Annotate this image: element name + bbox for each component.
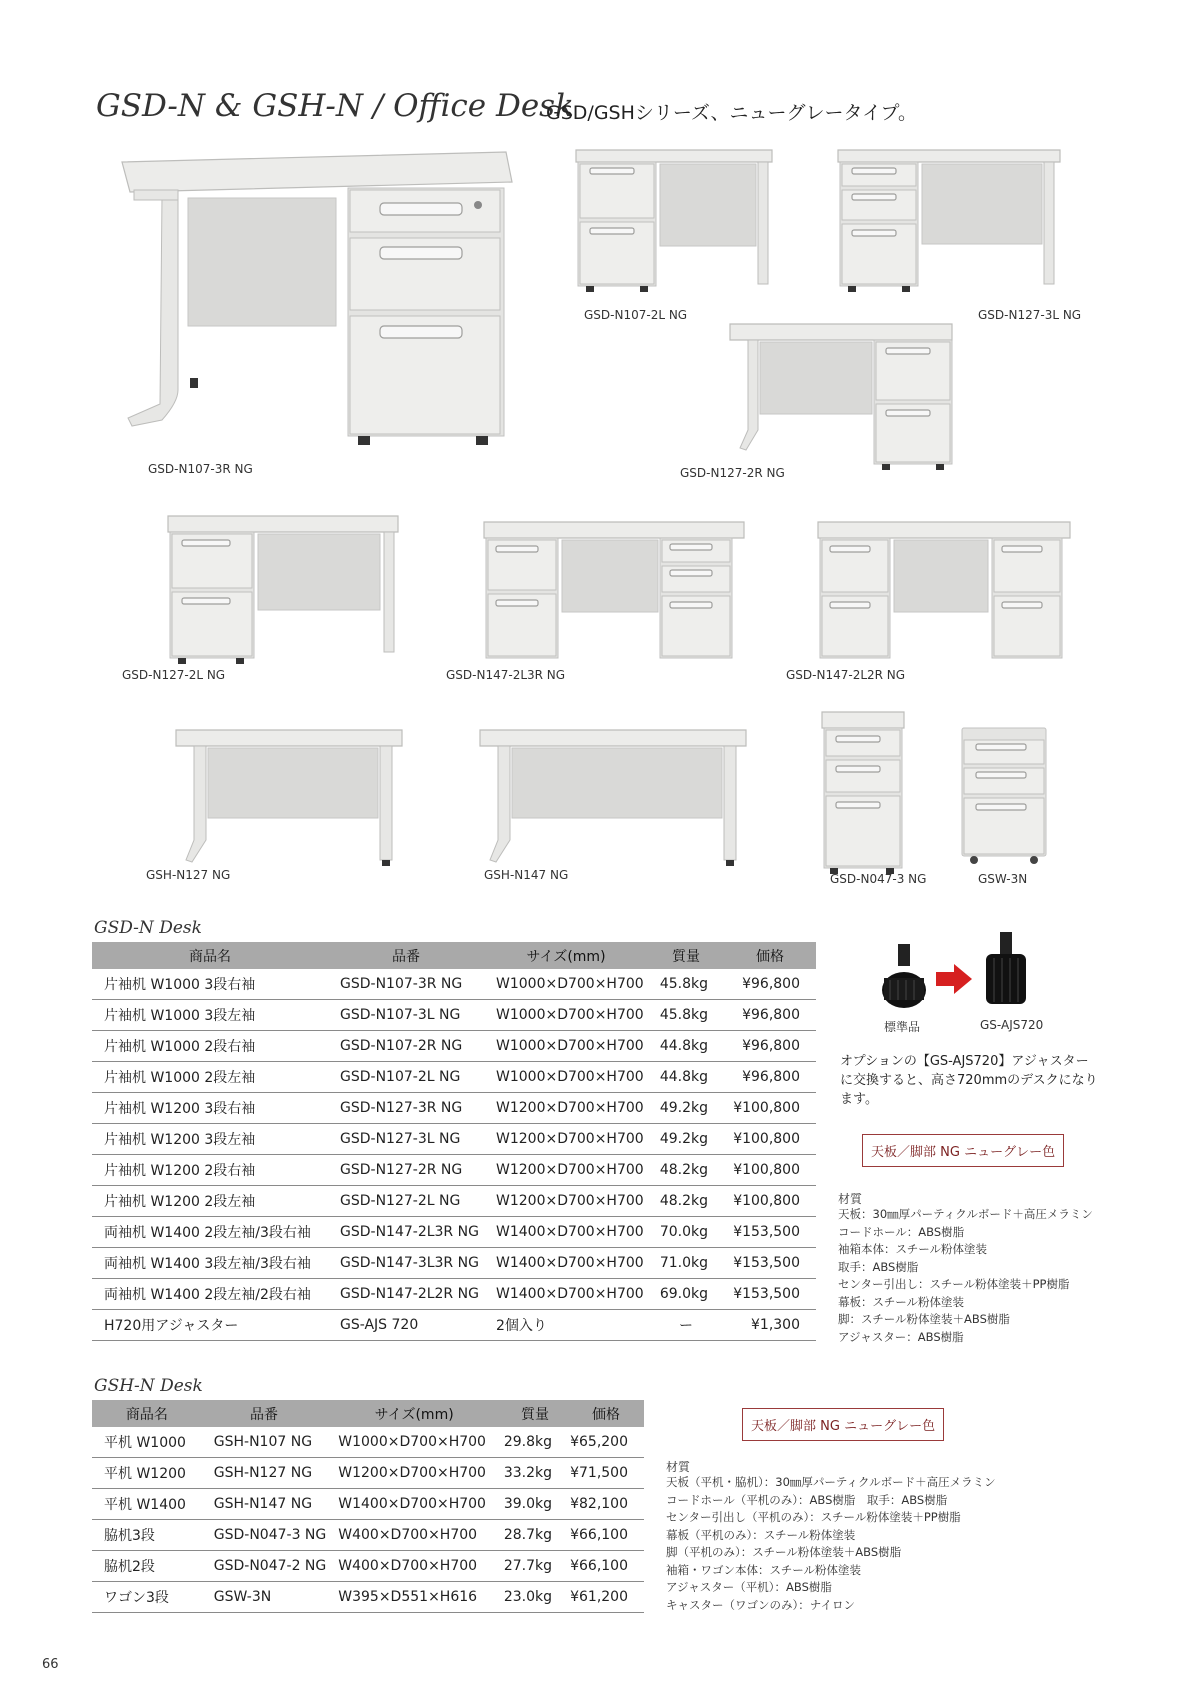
material-item: センター引出し（平机のみ）：スチール粉体塗装＋PP樹脂 (666, 1510, 961, 1524)
product-caption: GSD-N127-2R NG (680, 466, 785, 480)
product-caption: GSD-N127-2L NG (122, 668, 226, 682)
table-cell: 70.0kg (648, 1217, 724, 1248)
table-cell: 48.2kg (648, 1186, 724, 1217)
table-cell: W400×D700×H700 (326, 1520, 502, 1551)
material-item: 幕板（平机のみ）：スチール粉体塗装 (666, 1527, 856, 1542)
gsd-table-body (92, 969, 816, 1341)
table-row (92, 1093, 816, 1124)
product-image-gsd-n107-2l (576, 150, 772, 292)
table-cell: 48.2kg (648, 1155, 724, 1186)
product-caption: GSH-N127 NG (146, 868, 231, 882)
gsh-materials-head: 材質 (666, 1460, 691, 1474)
table-cell: W1200×D700×H700 (484, 1124, 648, 1155)
material-item: センター引出し：スチール粉体塗装＋PP樹脂 (838, 1277, 1070, 1291)
product-caption: GSD-N147-2L3R NG (446, 668, 566, 682)
table-cell: W1400×D700×H700 (484, 1279, 648, 1310)
table-row (92, 1489, 644, 1520)
table-cell: 23.0kg (502, 1582, 568, 1613)
table-cell: 片袖机 W1000 2段右袖 (92, 1031, 328, 1062)
table-cell: 片袖机 W1000 3段左袖 (92, 1000, 328, 1031)
product-caption: GSD-N107-3R NG (148, 462, 253, 476)
product-image-gsd-n047-3 (822, 712, 904, 874)
column-header: サイズ(mm) (326, 1400, 502, 1427)
material-item: 天板（平机・脇机）：30㎜厚パーティクルボード＋高圧メラミン (666, 1475, 996, 1489)
table-cell: ¥66,100 (568, 1551, 644, 1582)
table-cell: 2個入り (484, 1310, 648, 1341)
table-row (92, 1458, 644, 1489)
column-header: 品番 (328, 942, 484, 969)
table-cell: 45.8kg (648, 1000, 724, 1031)
table-row (92, 1217, 816, 1248)
page-title: GSD-N & GSH-N / Office Desk (96, 88, 574, 124)
gsh-table-title: GSH-N Desk (94, 1376, 203, 1396)
material-item: アジャスター：ABS樹脂 (838, 1329, 964, 1344)
table-row (92, 1062, 816, 1093)
table-cell: ワゴン3段 (92, 1582, 202, 1613)
table-cell: 44.8kg (648, 1062, 724, 1093)
table-cell: 両袖机 W1400 3段左袖/3段右袖 (92, 1248, 328, 1279)
table-cell: W1200×D700×H700 (484, 1155, 648, 1186)
adjuster-comparison (870, 928, 1040, 1018)
material-item: コードホール：ABS樹脂 (838, 1224, 965, 1239)
material-item: 脚：スチール粉体塗装＋ABS樹脂 (838, 1312, 1010, 1326)
table-cell: GSD-N107-3R NG (328, 969, 484, 1000)
table-cell: ¥82,100 (568, 1489, 644, 1520)
table-cell: ¥153,500 (724, 1279, 816, 1310)
table-cell: 28.7kg (502, 1520, 568, 1551)
column-header: 質量 (502, 1400, 568, 1427)
table-cell: ¥96,800 (724, 1062, 816, 1093)
table-header-row (92, 1400, 644, 1427)
table-row (92, 1124, 816, 1155)
table-row (92, 1551, 644, 1582)
page-subtitle: GSD/GSHシリーズ、ニューグレータイプ。 (546, 102, 918, 124)
product-caption: GSD-N107-2L NG (584, 308, 688, 322)
table-cell: W400×D700×H700 (326, 1551, 502, 1582)
table-cell: 平机 W1200 (92, 1458, 202, 1489)
table-cell: GSD-N107-2R NG (328, 1031, 484, 1062)
table-cell: GSD-N147-2L3R NG (328, 1217, 484, 1248)
material-item: 袖箱本体：スチール粉体塗装 (838, 1242, 988, 1256)
product-image-gsd-n107-3r (122, 152, 512, 445)
table-cell: GSD-N147-2L2R NG (328, 1279, 484, 1310)
table-header-row (92, 942, 816, 969)
table-row (92, 1427, 644, 1458)
table-cell: ¥153,500 (724, 1217, 816, 1248)
product-image-gsd-n147-2l2r (818, 522, 1070, 658)
column-header: 質量 (648, 942, 724, 969)
table-cell: ¥96,800 (724, 1031, 816, 1062)
table-row (92, 1031, 816, 1062)
table-cell: ¥1,300 (724, 1310, 816, 1341)
table-cell: W1200×D700×H700 (484, 1186, 648, 1217)
table-cell: W1000×D700×H700 (484, 1031, 648, 1062)
table-cell: GSH-N107 NG (202, 1427, 327, 1458)
standard-adjuster-label: 標準品 (884, 1020, 921, 1034)
table-cell: ー (648, 1310, 724, 1341)
table-cell: ¥100,800 (724, 1093, 816, 1124)
table-cell: 69.0kg (648, 1279, 724, 1310)
gs-ajs720-adjuster-icon (986, 932, 1026, 1004)
table-row (92, 1248, 816, 1279)
standard-adjuster-icon (882, 944, 926, 1008)
table-row (92, 1520, 644, 1551)
column-header: 価格 (568, 1400, 644, 1427)
table-cell: GSD-N047-2 NG (202, 1551, 327, 1582)
material-item: 袖箱・ワゴン本体：スチール粉体塗装 (666, 1562, 862, 1577)
table-cell: GSD-N047-3 NG (202, 1520, 327, 1551)
gsh-color-badge: 天板／脚部 NG ニューグレー色 (742, 1408, 944, 1441)
table-cell: 片袖机 W1000 3段右袖 (92, 969, 328, 1000)
product-image-gsd-n127-2l (168, 516, 398, 664)
table-cell: GSD-N127-3L NG (328, 1124, 484, 1155)
column-header: 品番 (202, 1400, 327, 1427)
table-cell: GSD-N127-2R NG (328, 1155, 484, 1186)
table-cell: 49.2kg (648, 1093, 724, 1124)
table-cell: W1200×D700×H700 (326, 1458, 502, 1489)
table-cell: 片袖机 W1200 2段右袖 (92, 1155, 328, 1186)
table-cell: GSD-N107-2L NG (328, 1062, 484, 1093)
product-image-gsd-n127-3l (838, 150, 1060, 292)
product-caption: GSD-N127-3L NG (978, 308, 1082, 322)
table-cell: W395×D551×H616 (326, 1582, 502, 1613)
table-row (92, 1279, 816, 1310)
gsd-materials-list (838, 1206, 1093, 1346)
table-cell: W1200×D700×H700 (484, 1093, 648, 1124)
product-image-gsw-3n (962, 728, 1046, 864)
table-cell: 27.7kg (502, 1551, 568, 1582)
table-cell: 片袖机 W1200 3段左袖 (92, 1124, 328, 1155)
table-cell: GSD-N127-2L NG (328, 1186, 484, 1217)
table-cell: 脇机3段 (92, 1520, 202, 1551)
adjuster-description: オプションの【GS-AJS720】アジャスターに交換すると、高さ720mmのデスクになります。 (840, 1054, 1098, 1107)
table-cell: H720用アジャスター (92, 1310, 328, 1341)
table-cell: W1400×D700×H700 (484, 1217, 648, 1248)
material-item: 幕板：スチール粉体塗装 (838, 1294, 965, 1309)
table-cell: 45.8kg (648, 969, 724, 1000)
material-item: 天板：30㎜厚パーティクルボード＋高圧メラミン (838, 1207, 1093, 1221)
material-item: キャスター（ワゴンのみ）：ナイロン (666, 1597, 855, 1612)
table-cell: 両袖机 W1400 2段左袖/3段右袖 (92, 1217, 328, 1248)
table-row (92, 1186, 816, 1217)
column-header: 商品名 (92, 1400, 202, 1427)
column-header: サイズ(mm) (484, 942, 648, 969)
table-cell: W1000×D700×H700 (484, 1062, 648, 1093)
table-row (92, 1155, 816, 1186)
table-cell: 39.0kg (502, 1489, 568, 1520)
material-item: コードホール（平机のみ）：ABS樹脂 取手：ABS樹脂 (666, 1492, 948, 1507)
table-cell: GSH-N147 NG (202, 1489, 327, 1520)
page-number: 66 (42, 1657, 59, 1672)
table-cell: ¥96,800 (724, 1000, 816, 1031)
table-cell: GSD-N147-3L3R NG (328, 1248, 484, 1279)
table-cell: GSW-3N (202, 1582, 327, 1613)
material-item: 脚（平机のみ）：スチール粉体塗装＋ABS樹脂 (666, 1545, 902, 1559)
table-cell: ¥65,200 (568, 1427, 644, 1458)
product-caption: GSW-3N (978, 872, 1028, 886)
table-cell: ¥100,800 (724, 1186, 816, 1217)
table-cell: GSD-N127-3R NG (328, 1093, 484, 1124)
arrow-right-icon (936, 964, 972, 994)
product-image-gsd-n127-2r (730, 324, 952, 470)
product-caption: GSD-N047-3 NG (830, 872, 927, 886)
material-item: アジャスター（平机）：ABS樹脂 (666, 1580, 832, 1594)
table-cell: W1400×D700×H700 (484, 1248, 648, 1279)
table-cell: 29.8kg (502, 1427, 568, 1458)
table-cell: W1000×D700×H700 (484, 969, 648, 1000)
gsd-materials-head: 材質 (838, 1192, 863, 1206)
table-row (92, 1310, 816, 1341)
column-header: 価格 (724, 942, 816, 969)
table-cell: ¥153,500 (724, 1248, 816, 1279)
gsh-materials-list (666, 1474, 996, 1614)
table-cell: 片袖机 W1200 2段左袖 (92, 1186, 328, 1217)
table-cell: GS-AJS 720 (328, 1310, 484, 1341)
table-cell: ¥96,800 (724, 969, 816, 1000)
table-cell: 71.0kg (648, 1248, 724, 1279)
table-cell: ¥100,800 (724, 1155, 816, 1186)
table-row (92, 969, 816, 1000)
gsh-table-body (92, 1427, 644, 1613)
table-cell: 33.2kg (502, 1458, 568, 1489)
table-cell: 44.8kg (648, 1031, 724, 1062)
table-cell: 平机 W1000 (92, 1427, 202, 1458)
column-header: 商品名 (92, 942, 328, 969)
table-cell: ¥100,800 (724, 1124, 816, 1155)
material-item: 取手：ABS樹脂 (838, 1259, 919, 1274)
table-cell: GSD-N107-3L NG (328, 1000, 484, 1031)
product-image-gsh-n147 (480, 730, 746, 866)
table-cell: 平机 W1400 (92, 1489, 202, 1520)
table-cell: ¥66,100 (568, 1520, 644, 1551)
product-image-gsd-n147-2l3r (484, 522, 744, 658)
table-cell: W1000×D700×H700 (326, 1427, 502, 1458)
table-cell: W1400×D700×H700 (326, 1489, 502, 1520)
product-image-gsh-n127 (176, 730, 402, 866)
table-row (92, 1000, 816, 1031)
table-cell: GSH-N127 NG (202, 1458, 327, 1489)
table-cell: ¥61,200 (568, 1582, 644, 1613)
product-caption: GSD-N147-2L2R NG (786, 668, 906, 682)
gsh-spec-table (92, 1400, 644, 1613)
product-caption: GSH-N147 NG (484, 868, 569, 882)
option-adjuster-label: GS-AJS720 (980, 1018, 1044, 1032)
table-cell: W1000×D700×H700 (484, 1000, 648, 1031)
table-cell: 49.2kg (648, 1124, 724, 1155)
gsd-color-badge: 天板／脚部 NG ニューグレー色 (862, 1134, 1064, 1167)
table-cell: 脇机2段 (92, 1551, 202, 1582)
table-cell: 両袖机 W1400 2段左袖/2段右袖 (92, 1279, 328, 1310)
table-cell: 片袖机 W1000 2段左袖 (92, 1062, 328, 1093)
table-cell: 片袖机 W1200 3段右袖 (92, 1093, 328, 1124)
gsd-table-title: GSD-N Desk (94, 918, 202, 938)
table-row (92, 1582, 644, 1613)
gsd-spec-table (92, 942, 816, 1341)
table-cell: ¥71,500 (568, 1458, 644, 1489)
